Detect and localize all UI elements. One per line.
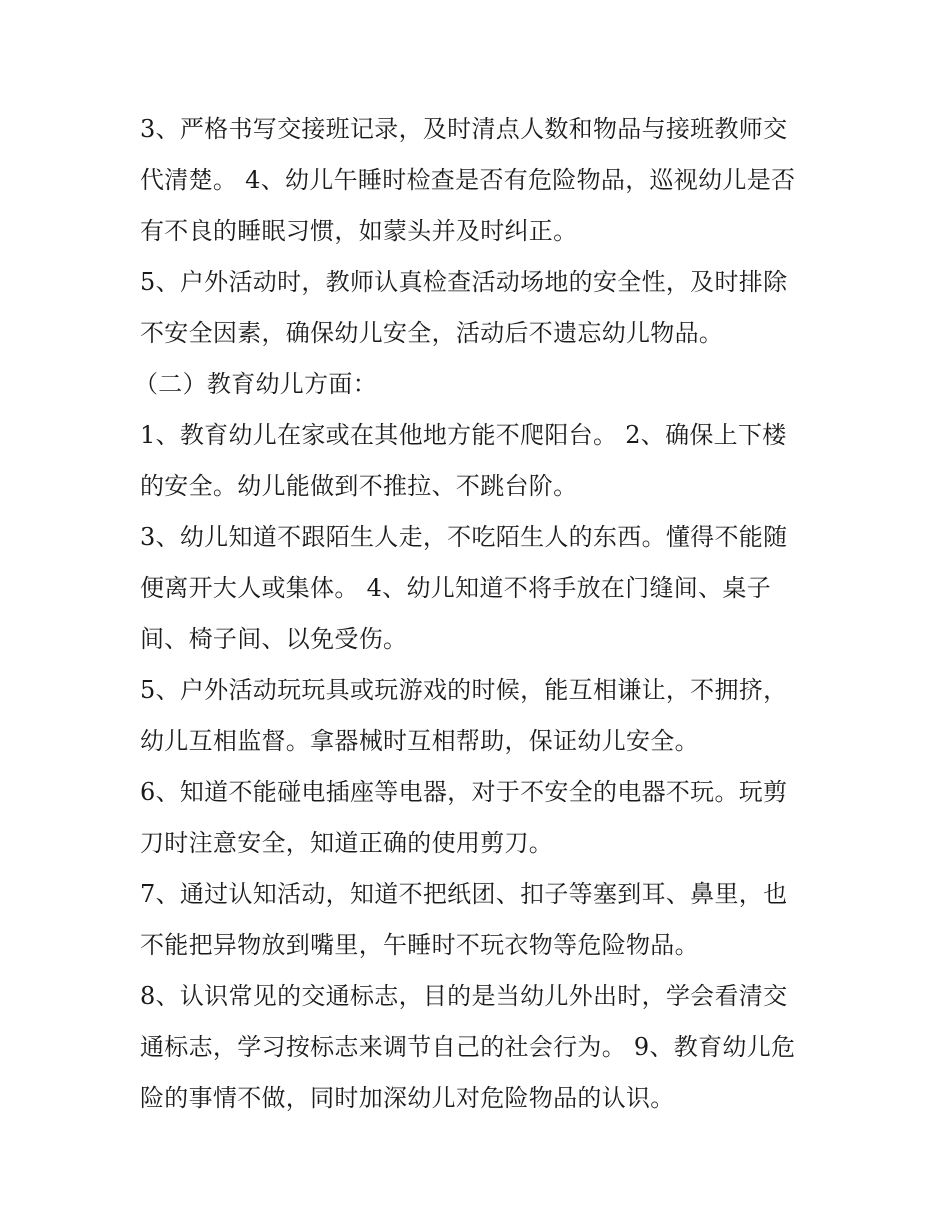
text-line: 幼儿互相监督。拿器械时互相帮助，保证幼儿安全。 (140, 727, 699, 755)
text-line: 3、幼儿知道不跟陌生人走，不吃陌生人的东西。懂得不能随 (140, 523, 788, 551)
text-line: 5、户外活动时，教师认真检查活动场地的安全性，及时排除 (140, 268, 788, 296)
text-line: 间、椅子间、以免受伤。 (140, 625, 408, 653)
text-line: 6、知道不能碰电插座等电器，对于不安全的电器不玩。玩剪 (140, 778, 788, 806)
text-line: 不安全因素，确保幼儿安全，活动后不遗忘幼儿物品。 (140, 319, 724, 347)
text-line: 5、户外活动玩玩具或玩游戏的时候，能互相谦让，不拥挤， (140, 676, 788, 704)
text-line: 8、认识常见的交通标志，目的是当幼儿外出时，学会看清交 (140, 982, 788, 1010)
document-body (134, 104, 820, 1124)
text-line: 1、教育幼儿在家或在其他地方能不爬阳台。 2、确保上下楼 (140, 421, 787, 449)
text-line: 刀时注意安全，知道正确的使用剪刀。 (140, 829, 554, 857)
text-line: 7、通过认知活动，知道不把纸团、扣子等塞到耳、鼻里，也 (140, 880, 788, 908)
text-line: 3、严格书写交接班记录，及时清点人数和物品与接班教师交 (140, 115, 788, 143)
section-heading: （二）教育幼儿方面： (134, 370, 377, 398)
text-line: 代清楚。 4、幼儿午睡时检查是否有危险物品，巡视幼儿是否 (140, 166, 796, 194)
text-line: 不能把异物放到嘴里，午睡时不玩衣物等危险物品。 (140, 931, 699, 959)
text-line: 有不良的睡眠习惯，如蒙头并及时纠正。 (140, 217, 578, 245)
text-line: 通标志，学习按标志来调节自己的社会行为。 9、教育幼儿危 (140, 1033, 796, 1061)
text-line: 险的事情不做，同时加深幼儿对危险物品的认识。 (140, 1084, 675, 1112)
text-line: 的安全。幼儿能做到不推拉、不跳台阶。 (140, 472, 578, 500)
text-line: 便离开大人或集体。 4、幼儿知道不将手放在门缝间、桌子 (140, 574, 771, 602)
